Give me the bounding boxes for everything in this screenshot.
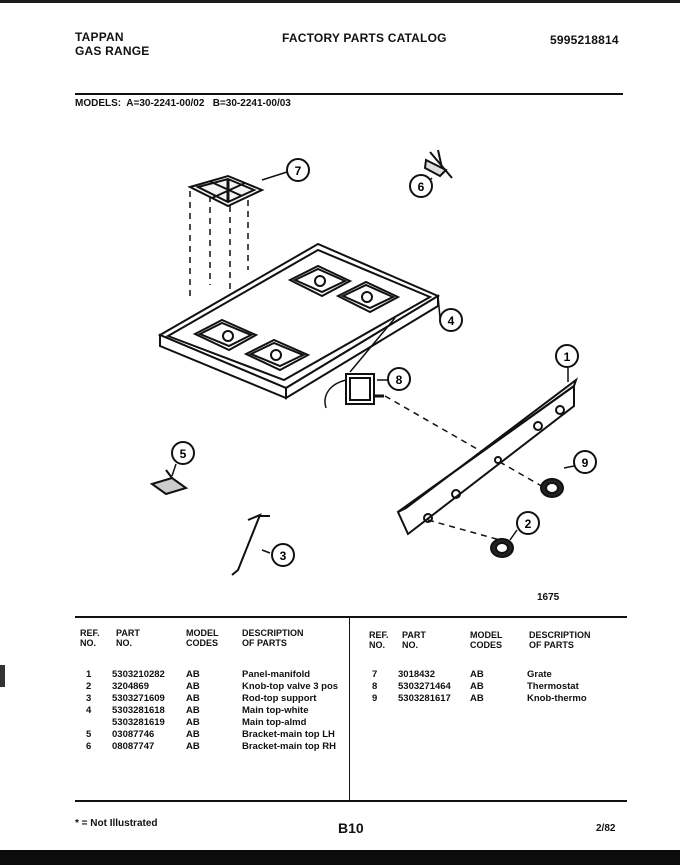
part-number: 3018432	[398, 669, 435, 680]
model-code: AB	[470, 669, 484, 680]
part-number: 5303271609	[112, 693, 165, 704]
header-part-right: PART NO.	[402, 630, 426, 650]
callout-6	[410, 175, 432, 197]
part-description: Main top-white	[242, 705, 309, 716]
callout-2	[517, 512, 539, 534]
callout-1	[556, 345, 578, 367]
header-ref-left: REF. NO.	[80, 628, 100, 648]
page-number: B10	[338, 820, 364, 836]
catalog-title: FACTORY PARTS CATALOG	[282, 31, 447, 45]
callout-9	[574, 451, 596, 473]
callout-3	[272, 544, 294, 566]
part-description: Grate	[527, 669, 552, 680]
table-row: 7	[372, 669, 378, 680]
part-description: Knob-thermo	[527, 693, 587, 704]
manifold-panel-part	[398, 380, 576, 534]
header-model-right: MODEL CODES	[470, 630, 503, 650]
part-number: 5303281619	[112, 717, 165, 728]
revision-date: 2/82	[596, 823, 616, 834]
part-number: 3204869	[112, 681, 149, 692]
header-rule	[75, 93, 623, 95]
brand-name: TAPPAN	[75, 30, 124, 44]
callout-5-label: 5	[179, 447, 187, 461]
bracket-lh-part	[152, 470, 186, 494]
part-description: Bracket-main top LH	[242, 729, 335, 740]
table-row: 6	[86, 741, 92, 752]
table-row: 4	[86, 705, 92, 716]
exploded-parts-diagram	[0, 110, 680, 610]
model-code: AB	[186, 741, 200, 752]
part-description: Knob-top valve 3 pos	[242, 681, 339, 692]
header-desc-left: DESCRIPTION OF PARTS	[242, 628, 304, 648]
callout-9-label: 9	[581, 456, 589, 470]
part-description: Rod-top support	[242, 693, 317, 704]
model-code: AB	[470, 693, 484, 704]
model-code: AB	[186, 717, 200, 728]
top-scan-edge	[0, 0, 680, 3]
grate-part	[190, 176, 262, 206]
not-illustrated-note: * = Not Illustrated	[75, 818, 158, 829]
header-part-left: PART NO.	[116, 628, 140, 648]
part-description: Main top-almd	[242, 717, 307, 728]
product-name: GAS RANGE	[75, 44, 150, 58]
table-row: 2	[86, 681, 92, 692]
part-description: Thermostat	[527, 681, 579, 692]
catalog-number: 5995218814	[550, 33, 619, 47]
part-number: 5303281618	[112, 705, 165, 716]
bracket-rh-part	[425, 150, 452, 178]
bottom-scan-edge	[0, 850, 680, 865]
callout-2-label: 2	[524, 517, 532, 531]
callout-4-label: 4	[447, 314, 455, 328]
header-model-left: MODEL CODES	[186, 628, 219, 648]
rod-top-support-part	[232, 515, 270, 575]
table-bottom-rule	[75, 800, 627, 802]
table-row: 8	[372, 681, 378, 692]
model-code: AB	[186, 729, 200, 740]
part-description: Bracket-main top RH	[242, 741, 336, 752]
model-code: AB	[470, 681, 484, 692]
knob-thermo-part	[541, 479, 563, 497]
left-scan-mark	[0, 665, 5, 687]
callout-3-label: 3	[279, 549, 287, 563]
table-row: 5	[86, 729, 92, 740]
header-desc-right: DESCRIPTION OF PARTS	[529, 630, 591, 650]
part-number: 03087746	[112, 729, 155, 740]
model-code: AB	[186, 681, 200, 692]
callout-6-label: 6	[417, 180, 425, 194]
table-column-divider	[349, 617, 350, 800]
callout-7-label: 7	[294, 164, 302, 178]
model-code: AB	[186, 693, 200, 704]
callout-8	[388, 368, 410, 390]
drawing-number: 1675	[537, 592, 560, 603]
model-code: AB	[186, 669, 200, 680]
table-row: 3	[86, 693, 92, 704]
part-description: Panel-manifold	[242, 669, 311, 680]
table-row: 9	[372, 693, 378, 704]
part-number: 08087747	[112, 741, 155, 752]
knob-valve-part	[491, 539, 513, 557]
callout-4	[440, 309, 462, 331]
callout-1-label: 1	[563, 350, 571, 364]
callout-7	[287, 159, 309, 181]
part-number: 5303281617	[398, 693, 451, 704]
part-number: 5303210282	[112, 669, 165, 680]
callout-8-label: 8	[395, 373, 403, 387]
models-line: MODELS: A=30-2241-00/02 B=30-2241-00/03	[75, 98, 291, 109]
callout-5	[172, 442, 194, 464]
table-top-rule	[75, 616, 627, 618]
table-row: 1	[86, 669, 92, 680]
model-code: AB	[186, 705, 200, 716]
header-ref-right: REF. NO.	[369, 630, 389, 650]
part-number: 5303271464	[398, 681, 451, 692]
